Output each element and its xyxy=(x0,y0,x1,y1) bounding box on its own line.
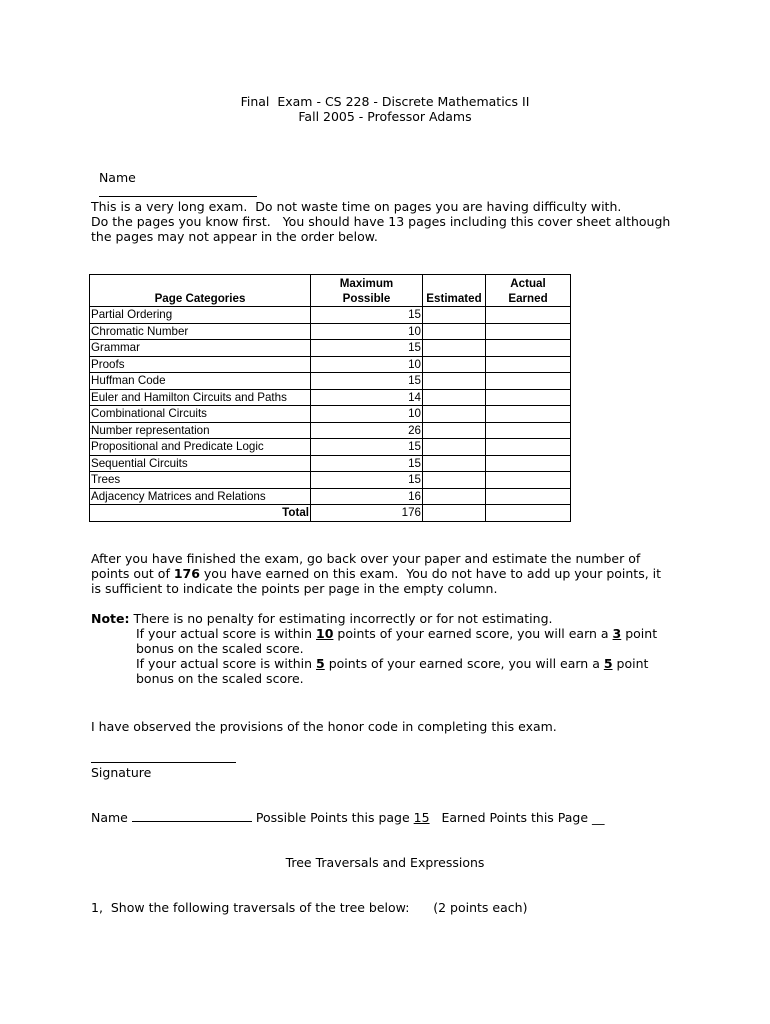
header-max-line2: Possible xyxy=(342,292,391,305)
after-line-2 xyxy=(91,566,661,581)
estimated-cell[interactable] xyxy=(423,439,486,456)
page2-earned-label: Earned Points this Page __ xyxy=(429,810,605,825)
actual-earned-cell[interactable] xyxy=(486,340,571,357)
category-cell: Number representation xyxy=(90,422,311,439)
header-max-line1: Maximum xyxy=(339,277,394,290)
actual-earned-cell[interactable] xyxy=(486,488,571,505)
total-points-bold: 176 xyxy=(173,566,200,581)
total-row xyxy=(90,505,571,522)
actual-earned-cell[interactable] xyxy=(486,455,571,472)
category-cell: Adjacency Matrices and Relations xyxy=(90,488,311,505)
table-row xyxy=(90,422,571,439)
bonus-1-line-2: bonus on the scaled score. xyxy=(136,641,304,656)
category-cell: Grammar xyxy=(90,340,311,357)
bonus-2-line-2: bonus on the scaled score. xyxy=(136,671,304,686)
note-label: Note: xyxy=(91,611,130,626)
category-cell: Combinational Circuits xyxy=(90,406,311,423)
header-actual-earned xyxy=(486,275,571,307)
max-points-cell: 10 xyxy=(311,323,423,340)
signature-field[interactable] xyxy=(91,762,236,763)
page2-name-label: Name xyxy=(91,810,128,825)
bonus-1-line xyxy=(136,626,657,641)
category-cell: Propositional and Predicate Logic xyxy=(90,439,311,456)
table-row xyxy=(90,356,571,373)
actual-earned-cell[interactable] xyxy=(486,373,571,390)
table-row xyxy=(90,307,571,324)
bonus-2-post: point xyxy=(612,656,649,671)
bonus-1-mid: points of your earned score, you will earn a xyxy=(333,626,613,641)
name-label: Name xyxy=(98,170,136,185)
bonus-2-points: 5 xyxy=(603,656,613,671)
category-cell: Chromatic Number xyxy=(90,323,311,340)
table-row xyxy=(90,472,571,489)
category-cell: Sequential Circuits xyxy=(90,455,311,472)
actual-earned-cell[interactable] xyxy=(486,389,571,406)
after-line-3: is sufficient to indicate the points per page in the empty column. xyxy=(91,581,498,596)
estimated-cell[interactable] xyxy=(423,472,486,489)
name-line xyxy=(91,155,257,200)
estimated-cell[interactable] xyxy=(423,406,486,423)
table-row xyxy=(90,340,571,357)
actual-earned-cell[interactable] xyxy=(486,307,571,324)
table-row xyxy=(90,455,571,472)
bonus-2-threshold: 5 xyxy=(316,656,325,671)
instructions-line-3: the pages may not appear in the order below. xyxy=(91,229,378,244)
total-estimated-cell[interactable] xyxy=(423,505,486,522)
page2-possible-label: Possible Points this page xyxy=(251,810,414,825)
actual-earned-cell[interactable] xyxy=(486,356,571,373)
estimated-cell[interactable] xyxy=(423,422,486,439)
total-earned-cell[interactable] xyxy=(486,505,571,522)
bonus-1-post: point xyxy=(621,626,658,641)
after-line-1: After you have finished the exam, go back over your paper and estimate the number of xyxy=(91,551,641,566)
estimated-cell[interactable] xyxy=(423,307,486,324)
actual-earned-cell[interactable] xyxy=(486,422,571,439)
estimated-cell[interactable] xyxy=(423,389,486,406)
exam-title: Final Exam - CS 228 - Discrete Mathematics II xyxy=(240,94,530,109)
max-points-cell: 15 xyxy=(311,307,423,324)
honor-statement: I have observed the provisions of the honor code in completing this exam. xyxy=(91,719,557,734)
note-text: There is no penalty for estimating incorrectly or for not estimating. xyxy=(129,611,553,626)
note-line xyxy=(91,611,553,626)
page2-name-field[interactable] xyxy=(132,810,252,822)
question-1: 1, Show the following traversals of the tree below: (2 points each) xyxy=(91,900,528,915)
estimated-cell[interactable] xyxy=(423,488,486,505)
table-row xyxy=(90,323,571,340)
table-row xyxy=(90,488,571,505)
instructions-line-1: This is a very long exam. Do not waste time on pages you are having difficulty with. xyxy=(91,199,622,214)
header-actual-line1: Actual xyxy=(510,277,546,290)
exam-subtitle: Fall 2005 - Professor Adams xyxy=(298,109,472,124)
category-cell: Trees xyxy=(90,472,311,489)
actual-earned-cell[interactable] xyxy=(486,323,571,340)
bonus-2-pre: If your actual score is within xyxy=(136,656,317,671)
category-cell: Huffman Code xyxy=(90,373,311,390)
score-table xyxy=(89,274,571,522)
table-header-row xyxy=(90,275,571,307)
page2-possible-value: 15 xyxy=(413,810,430,825)
estimated-cell[interactable] xyxy=(423,340,486,357)
bonus-1-points: 3 xyxy=(612,626,622,641)
max-points-cell: 10 xyxy=(311,356,423,373)
bonus-1-threshold: 10 xyxy=(316,626,334,641)
bonus-1-pre: If your actual score is within xyxy=(136,626,317,641)
bonus-2-mid: points of your earned score, you will earn a xyxy=(324,656,604,671)
score-rows xyxy=(90,307,571,505)
estimated-cell[interactable] xyxy=(423,356,486,373)
signature-label: Signature xyxy=(91,765,152,780)
category-cell: Partial Ordering xyxy=(90,307,311,324)
after-line2-post: you have earned on this exam. You do not have to add up your points, it xyxy=(199,566,662,581)
table-row xyxy=(90,439,571,456)
section-title: Tree Traversals and Expressions xyxy=(285,855,485,870)
header-estimated: Estimated xyxy=(423,275,486,307)
name-field[interactable] xyxy=(99,185,257,197)
table-row xyxy=(90,389,571,406)
page2-name-line xyxy=(91,810,605,825)
max-points-cell: 15 xyxy=(311,439,423,456)
header-maximum-possible xyxy=(311,275,423,307)
bonus-2-line xyxy=(136,656,648,671)
header-page-categories: Page Categories xyxy=(90,275,311,307)
table-row xyxy=(90,373,571,390)
max-points-cell: 26 xyxy=(311,422,423,439)
max-points-cell: 14 xyxy=(311,389,423,406)
total-label: Total xyxy=(90,505,311,522)
estimated-cell[interactable] xyxy=(423,323,486,340)
instructions-line-2: Do the pages you know first. You should have 13 pages including this cover sheet although xyxy=(91,214,671,229)
actual-earned-cell[interactable] xyxy=(486,406,571,423)
actual-earned-cell[interactable] xyxy=(486,472,571,489)
max-points-cell: 15 xyxy=(311,472,423,489)
after-line2-pre: points out of xyxy=(91,566,174,581)
category-cell: Proofs xyxy=(90,356,311,373)
table-row xyxy=(90,406,571,423)
max-points-cell: 10 xyxy=(311,406,423,423)
max-points-cell: 15 xyxy=(311,373,423,390)
max-points-cell: 15 xyxy=(311,455,423,472)
max-points-cell: 15 xyxy=(311,340,423,357)
total-value: 176 xyxy=(311,505,423,522)
estimated-cell[interactable] xyxy=(423,455,486,472)
category-cell: Euler and Hamilton Circuits and Paths xyxy=(90,389,311,406)
max-points-cell: 16 xyxy=(311,488,423,505)
actual-earned-cell[interactable] xyxy=(486,439,571,456)
estimated-cell[interactable] xyxy=(423,373,486,390)
header-actual-line2: Earned xyxy=(508,292,548,305)
